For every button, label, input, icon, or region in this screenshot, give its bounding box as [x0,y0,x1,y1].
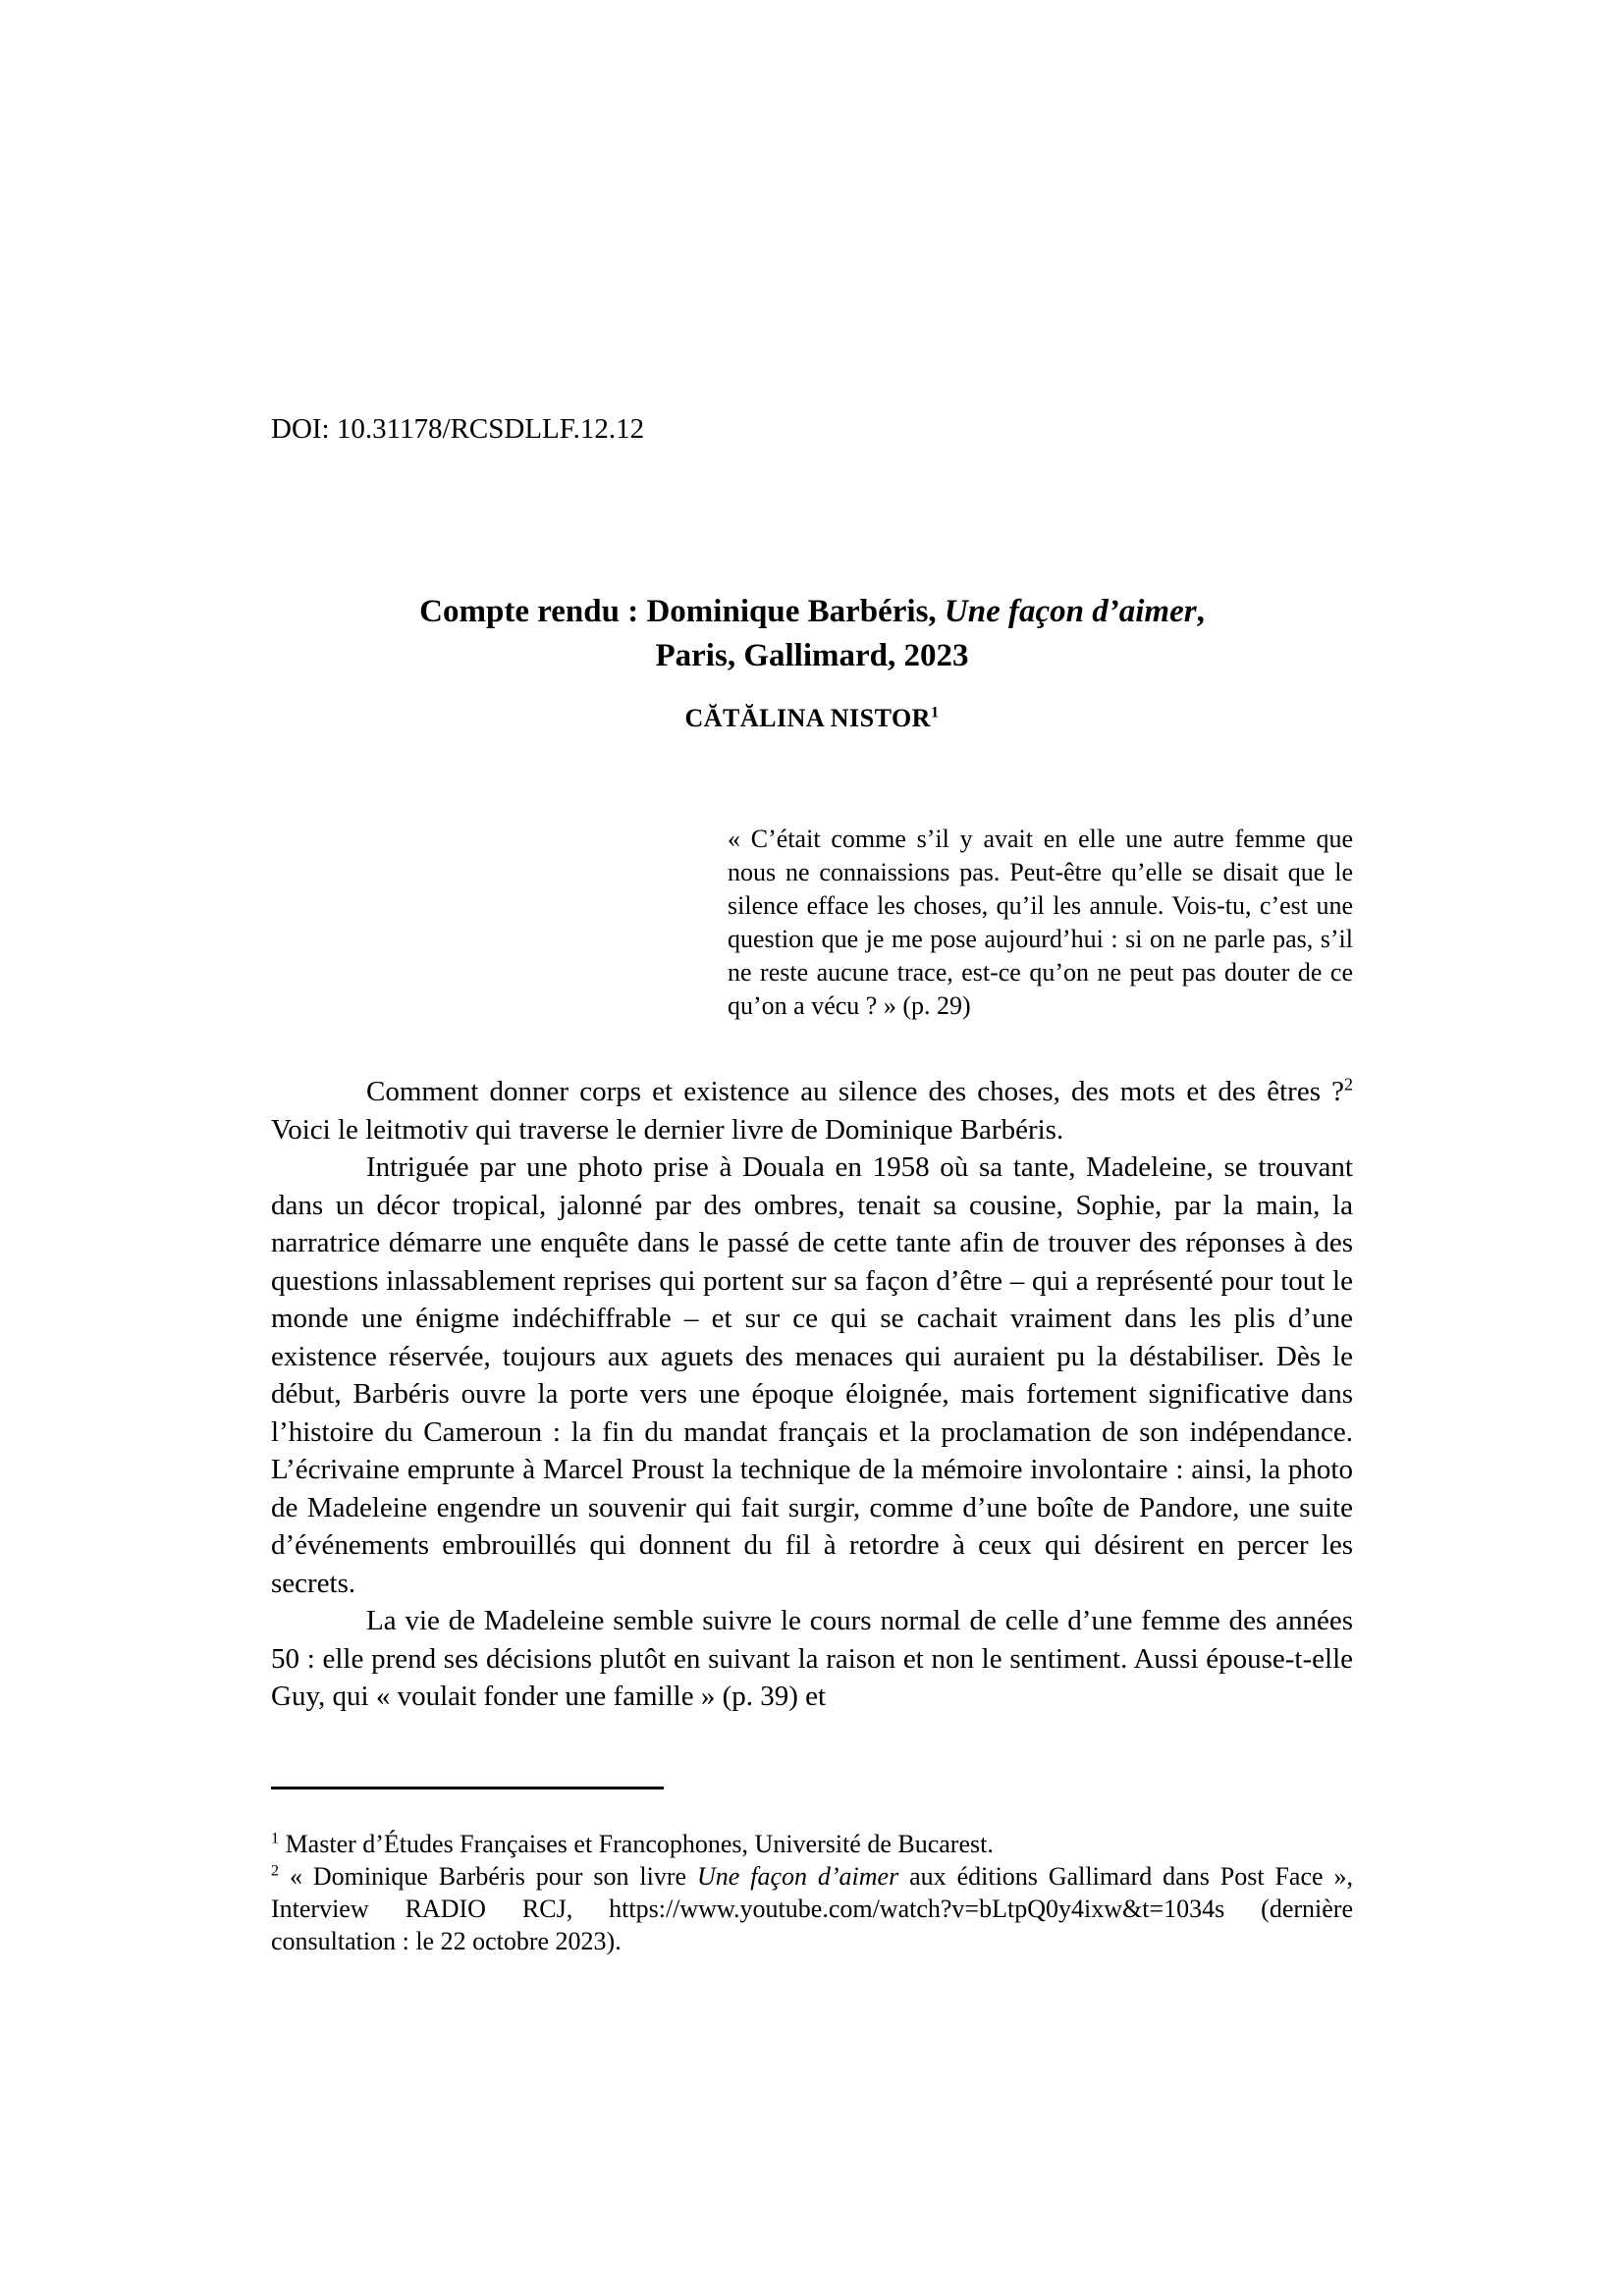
footnote-2-text-b: aux éditions Gallimard dans Post Face », Interview RADIO RCJ, [271,1862,1353,1923]
paragraph-2: Intriguée par une photo prise à Douala en 1958 où sa tante, Madeleine, se trouvant dans un décor tropical, jalonné par des ombres, tenait sa cousine, Sophie, par la main, la narratrice démarre une enquête dans le passé de cette tante afin de trouver des réponses à des questions inlassablement reprises qui portent sur sa façon d’être – qui a représenté pour tout le monde une énigme indéchiffrable – et sur ce qui se cachait vraiment dans les plis d’une existence réservée, toujours aux aguets des menaces qui auraient pu la déstabiliser. Dès le début, Barbéris ouvre la porte vers une époque éloignée, mais fortement significative dans l’histoire du Cameroun : la fin du mandat français et la proclamation de son indépendance. L’écrivaine emprunte à Marcel Proust la technique de la mémoire involontaire : ainsi, la photo de Madeleine engendre un souvenir qui fait surgir, comme d’une boîte de Pandore, une suite d’événements embrouillés qui donnent du fil à retordre à ceux qui désirent en percer les secrets. [271,1151,1353,1599]
footnote-1-text: Master d’Études Françaises et Francophones, Université de Bucarest. [279,1830,994,1858]
footnote-1 [271,1828,1353,1860]
paragraph-1 [271,1073,1353,1148]
epigraph-quote: « C’était comme s’il y avait en elle une autre femme que nous ne connaissions pas. Peut-être qu’elle se disait que le silence efface les choses, qu’il les annule. Vois-tu, c’est une question que je me pose aujourd’hui : si on ne parle pas, s’il ne reste aucune trace, est-ce qu’on ne peut pas douter de ce qu’on a vécu ? » (p. 29) [728,825,1353,1020]
title-line-1 [271,590,1353,634]
footnote-2-book-title: Une façon d’aimer [696,1862,899,1891]
footnotes-block [271,1828,1353,1957]
paragraph-1-text: Comment donner corps et existence au silence des choses, des mots et des êtres ? [366,1076,1345,1107]
author-name: CĂTĂLINA NISTOR [684,704,931,732]
footnote-1-ref: 1 [271,1830,280,1847]
book-title-italic: Une façon d’aimer [944,594,1197,629]
author-line [271,704,1353,733]
doi-text: DOI: 10.31178/RCSDLLF.12.12 [271,413,645,445]
footnote-2-text-c: (dernière consultation : le 22 octobre 2023). [271,1895,1353,1955]
paragraph-3: La vie de Madeleine semble suivre le cours normal de celle d’une femme des années 50 : elle prend ses décisions plutôt en suivant la raison et non le sentiment. Aussi épouse-t-elle Guy, qui « voulait fonder une famille » (p. 39) et [271,1605,1353,1712]
title-line1-suffix: , [1196,594,1205,629]
author-footnote-ref: 1 [930,704,940,721]
article-body [271,1073,1353,1716]
title-line1-prefix: Compte rendu : Dominique Barbéris, [419,594,945,629]
footnote-2-ref: 2 [271,1862,280,1880]
article-title [271,590,1353,678]
footnote-url: https://www.youtube.com/watch?v=bLtpQ0y4ixw&t=1034s [609,1895,1225,1923]
footnote-2 [271,1860,1353,1957]
footnote-separator [271,1787,664,1789]
footnote-ref-2: 2 [1344,1074,1353,1095]
footnote-2-text-a: « Dominique Barbéris pour son livre [279,1862,697,1891]
paragraph-1-text-cont: Voici le leitmotiv qui traverse le dernier livre de Dominique Barbéris. [271,1113,1064,1146]
title-line-2: Paris, Gallimard, 2023 [655,638,969,673]
